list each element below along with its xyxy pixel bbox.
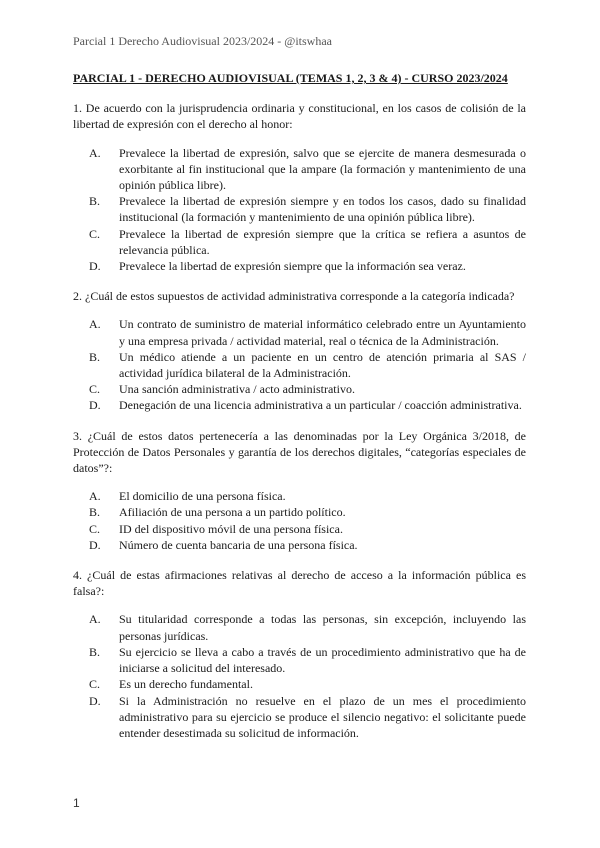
option-text: Prevalece la libertad de expresión, salvo que se ejercite de manera desmesurada o exorbitante al fin institucional que la ampare (la formación y mantenimiento de una opinión pública libre).: [119, 145, 526, 193]
option-letter: D.: [89, 259, 101, 274]
option-letter: B.: [89, 505, 101, 520]
option-item: [73, 397, 526, 413]
option-letter: C.: [89, 521, 101, 536]
option-text: Prevalece la libertad de expresión siempre y en todos los casos, dado su finalidad institucional (la formación y mantenimiento de una opinión pública libre).: [119, 194, 526, 225]
option-item: [73, 488, 526, 504]
option-letter: A.: [89, 489, 101, 504]
option-letter: D.: [89, 693, 101, 708]
question: [73, 567, 526, 741]
option-letter: A.: [89, 612, 101, 627]
document-title: PARCIAL 1 - DERECHO AUDIOVISUAL (TEMAS 1, 2, 3 & 4) - CURSO 2023/2024: [73, 71, 508, 85]
options-list: [73, 611, 526, 741]
document-body: [73, 70, 526, 755]
option-letter: D.: [89, 537, 101, 552]
option-text: Una sanción administrativa / acto administrativo.: [119, 382, 355, 397]
option-item: [73, 644, 526, 676]
running-header: Parcial 1 Derecho Audiovisual 2023/2024 - @itswhaa: [73, 34, 332, 48]
question-text: 4. ¿Cuál de estas afirmaciones relativas al derecho de acceso a la información pública es falsa?:: [73, 568, 526, 599]
question: [73, 288, 526, 413]
option-item: [73, 258, 526, 274]
option-letter: C.: [89, 226, 101, 241]
option-text: Denegación de una licencia administrativa a un particular / coacción administrativa.: [119, 398, 522, 413]
options-list: [73, 145, 526, 275]
option-text: Su ejercicio se lleva a cabo a través de un procedimiento administrativo que ha de iniciarse a solicitud del interesado.: [119, 644, 526, 676]
option-text: Un contrato de suministro de material informático celebrado entre un Ayuntamiento y una empresa privada / actividad material, real o técnica de la Administración.: [119, 317, 526, 348]
option-text: Un médico atiende a un paciente en un centro de atención primaria al SAS / actividad jurídica bilateral de la Administración.: [119, 349, 526, 381]
option-letter: C.: [89, 382, 101, 397]
option-item: [73, 693, 526, 742]
options-list: [73, 316, 526, 413]
option-item: [73, 193, 526, 225]
option-text: Número de cuenta bancaria de una persona física.: [119, 537, 358, 552]
page-number: 1: [73, 796, 80, 810]
option-item: [73, 537, 526, 553]
option-letter: A.: [89, 317, 101, 332]
option-item: [73, 381, 526, 397]
option-letter: D.: [89, 398, 101, 413]
option-text: Prevalece la libertad de expresión siempre que la crítica se refiera a asuntos de relevancia pública.: [119, 226, 526, 257]
option-item: [73, 349, 526, 381]
option-letter: A.: [89, 145, 101, 160]
option-text: Su titularidad corresponde a todas las personas, sin excepción, incluyendo las personas jurídicas.: [119, 612, 526, 643]
option-text: Prevalece la libertad de expresión siempre que la información sea veraz.: [119, 259, 466, 274]
options-list: [73, 488, 526, 553]
question-text: 3. ¿Cuál de estos datos pertenecería a las denominadas por la Ley Orgánica 3/2018, de Protección de Datos Personales y garantía de los derechos digitales, “categorías especiales de datos”?:: [73, 428, 526, 476]
option-letter: B.: [89, 349, 101, 364]
question-text: 1. De acuerdo con la jurisprudencia ordinaria y constitucional, en los casos de colisión de la libertad de expresión con el derecho al honor:: [73, 101, 526, 132]
question: [73, 100, 526, 274]
option-letter: B.: [89, 194, 101, 209]
option-item: [73, 611, 526, 643]
option-text: El domicilio de una persona física.: [119, 489, 286, 504]
option-text: Si la Administración no resuelve en el plazo de un mes el procedimiento administrativo para su ejercicio se produce el silencio negativo: el solicitante puede entender desestimada su solicitud de información.: [119, 693, 526, 740]
option-letter: B.: [89, 644, 101, 659]
question: [73, 428, 526, 553]
option-text: Afiliación de una persona a un partido político.: [119, 505, 346, 520]
option-item: [73, 504, 526, 520]
option-text: ID del dispositivo móvil de una persona física.: [119, 521, 343, 536]
option-item: [73, 145, 526, 194]
question-text: 2. ¿Cuál de estos supuestos de actividad administrativa corresponde a la categoría indicada?: [73, 289, 515, 304]
option-item: [73, 521, 526, 537]
option-item: [73, 226, 526, 258]
option-item: [73, 316, 526, 348]
option-letter: C.: [89, 677, 101, 692]
option-item: [73, 676, 526, 692]
option-text: Es un derecho fundamental.: [119, 677, 253, 692]
